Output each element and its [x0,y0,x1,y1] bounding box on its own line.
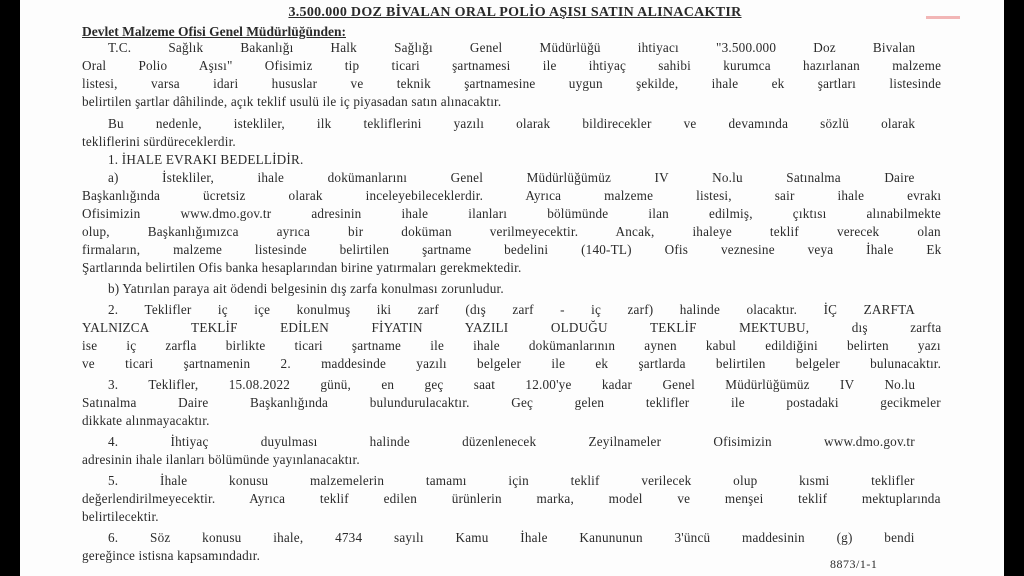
body-line: 5. İhale konusu malzemelerin tamamı için teklif verilecek olup kısmi teklifler [108,473,915,488]
body-line: ve ticari şartnamenin 2. maddesinde yazılı belgeler ile ek şartlarda belirtilen belgeler bulunacaktır. [82,356,942,371]
body-line: Oral Polio Aşısı" Ofisimiz tip ticari şartnamesi ile ihtiyaç sahibi kurumca hazırlanan malzeme [82,58,942,73]
body-line: gereğince istisna kapsamındadır. [82,548,261,563]
body-line: 2. Teklifler iç içe konulmuş iki zarf (dış zarf - iç zarf) halinde olacaktır. İÇ ZARFTA [108,302,916,317]
document-title: 3.500.000 DOZ BİVALAN ORAL POLİO AŞISI SATIN ALINACAKTIR [288,5,742,20]
body-line: Başkanlığında ücretsiz olarak inceleyebileceklerdir. Ayrıca malzeme listesi, sair ihale evrakı [82,188,942,203]
body-line: 3. Teklifler, 15.08.2022 günü, en geç saat 12.00'ye kadar Genel Müdürlüğümüz IV No.lu [108,377,916,392]
body-line: adresinin ihale ilanları bölümünde yayınlanacaktır. [82,452,360,467]
body-line: Satınalma Daire Başkanlığında bulundurulacaktır. Geç gelen teklifler ile postadaki gecikmeler [82,395,941,410]
document-page [20,0,1004,576]
right-letterbox [1004,0,1024,576]
reference-number: 8873/1-1 [830,557,878,571]
body-line: 4. İhtiyaç duyulması halinde düzenlenecek Zeyilnameler Ofisimizin www.dmo.gov.tr [108,434,915,449]
body-line: YALNIZCA TEKLİF EDİLEN FİYATIN YAZILI OLDUĞU TEKLİF MEKTUBU, dış zarfta [82,320,942,335]
body-line: b) Yatırılan paraya ait ödendi belgesinin dış zarfa konulması zorunludur. [108,281,504,296]
document-subtitle: Devlet Malzeme Ofisi Genel Müdürlüğünden: [82,24,346,39]
body-line: dikkate alınmayacaktır. [82,413,210,428]
body-line: değerlendirilmeyecektir. Ayrıca teklif edilen ürünlerin marka, model ve menşei teklif mektuplarında [82,491,941,506]
body-line: Ofisimizin www.dmo.gov.tr adresinin ihale ilanları bölümünde ilan edilmiş, çıktısı alınabilmekte [82,206,941,221]
red-mark [926,16,960,19]
body-line: a) İstekliler, ihale dokümanlarını Genel Müdürlüğümüz IV No.lu Satınalma Daire [108,170,915,185]
left-letterbox [0,0,20,576]
body-line: Bu nedenle, istekliler, ilk tekliflerini yazılı olarak bildirecekler ve devamında sözlü olarak [108,116,916,131]
body-line: olup, Başkanlığımızca ayrıca bir doküman verilmeyecektir. Ancak, ihaleye teklif verecek olan [82,224,941,239]
body-line: firmaların, malzeme listesinde belirtilen şartname bedelini (140-TL) Ofis veznesine veya İhale Ek [82,242,942,257]
body-line: 6. Söz konusu ihale, 4734 sayılı Kamu İhale Kanununun 3'üncü maddesinin (g) bendi [108,530,915,545]
body-line: listesi, varsa idari hususlar ve teknik şartnamesine uygun şekilde, ihale ek şartları listesinde [82,76,942,91]
body-line: 1. İHALE EVRAKI BEDELLİDİR. [108,152,304,167]
body-line: belirtilen şartlar dâhilinde, açık teklif usulü ile iç piyasadan satın alınacaktır. [82,94,502,109]
body-line: Şartlarında belirtilen Ofis banka hesaplarından birine yatırmaları gerekmektedir. [82,260,522,275]
body-line: tekliflerini sürdüreceklerdir. [82,134,236,149]
body-line: belirtilecektir. [82,509,159,524]
body-line: ise iç zarfla birlikte ticari şartname ile ihale dokümanlarının aynen kabul edildiğini belirten yazı [82,338,941,353]
body-line: T.C. Sağlık Bakanlığı Halk Sağlığı Genel Müdürlüğü ihtiyacı "3.500.000 Doz Bivalan [108,40,916,55]
